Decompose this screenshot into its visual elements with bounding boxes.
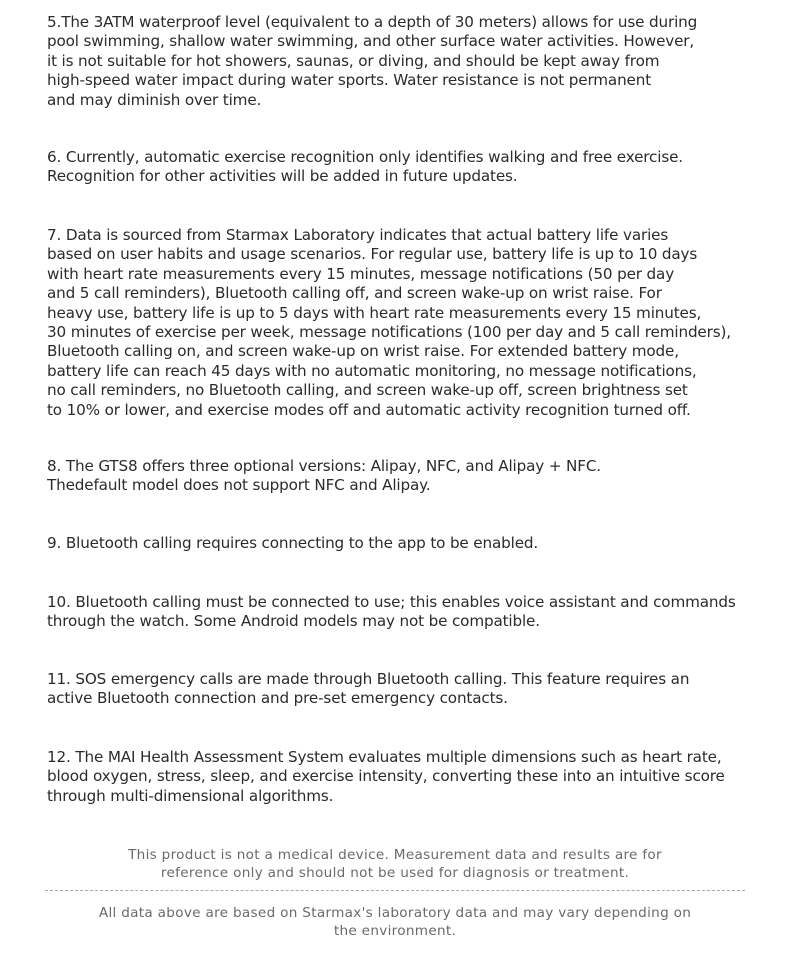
note-10-bluetooth-calling bbox=[47, 593, 767, 632]
note-line: 30 minutes of exercise per week, message notifications (100 per day and 5 call reminders), bbox=[47, 323, 731, 342]
dashed-divider bbox=[45, 890, 745, 891]
note-line: 12. The MAI Health Assessment System evaluates multiple dimensions such as heart rate, bbox=[47, 748, 722, 766]
note-line: and 5 call reminders), Bluetooth calling off, and screen wake-up on wrist raise. For bbox=[47, 284, 662, 303]
note-line: with heart rate measurements every 15 minutes, message notifications (50 per day bbox=[47, 264, 675, 283]
note-line: 9. Bluetooth calling requires connecting to the app to be enabled. bbox=[47, 534, 539, 552]
note-line: no call reminders, no Bluetooth calling, and screen wake-up off, screen brightness set bbox=[47, 381, 688, 400]
note-line: 6. Currently, automatic exercise recognition only identifies walking and free exercise. bbox=[47, 148, 683, 166]
note-8-versions bbox=[47, 457, 767, 496]
note-line: 11. SOS emergency calls are made through Bluetooth calling. This feature requires an bbox=[47, 670, 690, 688]
note-5-waterproof bbox=[47, 13, 767, 110]
note-line: blood oxygen, stress, sleep, and exercise intensity, converting these into an intuitive score bbox=[47, 767, 725, 786]
note-line: 10. Bluetooth calling must be connected to use; this enables voice assistant and commands bbox=[47, 593, 736, 611]
note-11-sos-calls bbox=[47, 670, 767, 709]
note-7-battery-life bbox=[47, 226, 767, 420]
note-line: to 10% or lower, and exercise modes off and automatic activity recognition turned off. bbox=[47, 400, 691, 419]
disclaimer-line: the environment. bbox=[333, 923, 457, 939]
note-line: 7. Data is sourced from Starmax Laboratory indicates that actual battery life varies bbox=[47, 226, 669, 244]
note-12-mai-health bbox=[47, 748, 767, 806]
note-line: high-speed water impact during water sports. Water resistance is not permanent bbox=[47, 71, 652, 90]
disclaimer-line: All data above are based on Starmax's laboratory data and may vary depending on bbox=[98, 905, 692, 921]
note-line: based on user habits and usage scenarios. For regular use, battery life is up to 10 days bbox=[47, 245, 698, 264]
note-line: battery life can reach 45 days with no automatic monitoring, no message notifications, bbox=[47, 361, 697, 380]
note-line: active Bluetooth connection and pre-set emergency contacts. bbox=[47, 689, 508, 708]
note-line: pool swimming, shallow water swimming, and other surface water activities. However, bbox=[47, 32, 695, 51]
disclaimer-line: reference only and should not be used for diagnosis or treatment. bbox=[160, 865, 630, 881]
lab-data-disclaimer bbox=[0, 904, 790, 940]
medical-disclaimer bbox=[0, 846, 790, 882]
note-line: 5.The 3ATM waterproof level (equivalent to a depth of 30 meters) allows for use during bbox=[47, 13, 698, 31]
note-line: Thedefault model does not support NFC and Alipay. bbox=[47, 476, 431, 495]
note-line: 8. The GTS8 offers three optional versions: Alipay, NFC, and Alipay + NFC. bbox=[47, 457, 601, 475]
disclaimer-line: This product is not a medical device. Measurement data and results are for bbox=[128, 847, 662, 863]
note-line: Bluetooth calling on, and screen wake-up on wrist raise. For extended battery mode, bbox=[47, 342, 679, 361]
note-line: through multi-dimensional algorithms. bbox=[47, 786, 334, 805]
note-line: heavy use, battery life is up to 5 days with heart rate measurements every 15 minutes, bbox=[47, 303, 702, 322]
note-6-exercise-recognition bbox=[47, 148, 767, 187]
note-line: it is not suitable for hot showers, saunas, or diving, and should be kept away from bbox=[47, 51, 660, 70]
note-line: Recognition for other activities will be added in future updates. bbox=[47, 167, 518, 186]
note-line: and may diminish over time. bbox=[47, 90, 262, 109]
note-line: through the watch. Some Android models may not be compatible. bbox=[47, 612, 540, 631]
note-9-bluetooth-app bbox=[47, 534, 767, 553]
